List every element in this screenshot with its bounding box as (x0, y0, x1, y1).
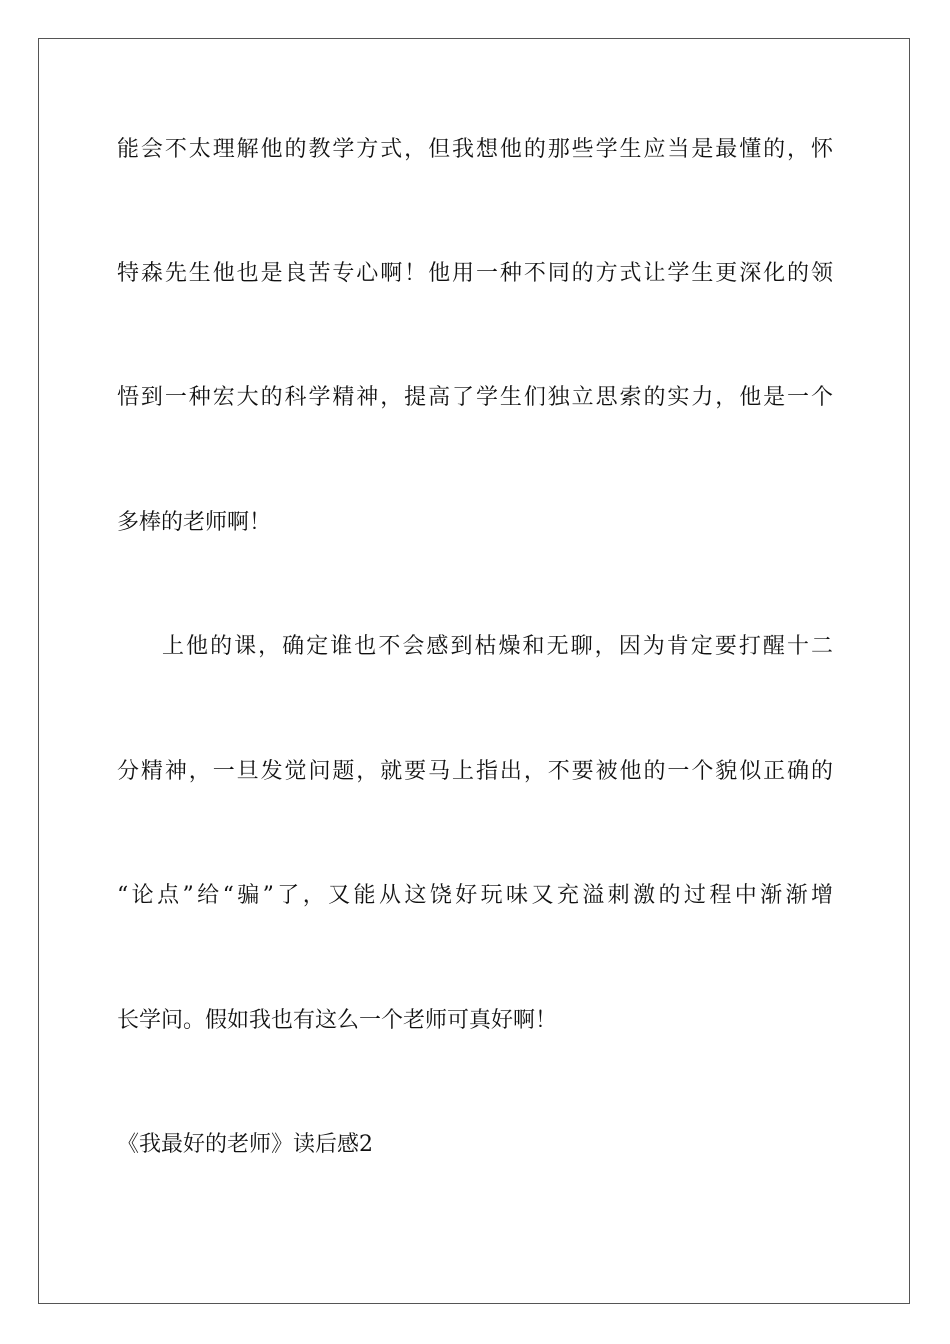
paragraph-line-3: 悟到一种宏大的科学精神，提高了学生们独立思索的实力，他是一个 (117, 385, 833, 410)
paragraph-line-2: 特森先生他也是良苦专心啊！他用一种不同的方式让学生更深化的领 (117, 261, 833, 286)
paragraph-line-7: “论点”给“骗”了，又能从这饶好玩味又充溢刺激的过程中渐渐增 (117, 883, 833, 908)
paragraph-line-1: 能会不太理解他的教学方式，但我想他的那些学生应当是最懂的，怀 (117, 137, 833, 162)
section-heading: 《我最好的老师》读后感2 (117, 1132, 373, 1157)
paragraph-line-4: 多棒的老师啊！ (117, 510, 272, 535)
paragraph-line-5: 上他的课，确定谁也不会感到枯燥和无聊，因为肯定要打醒十二 (162, 634, 833, 659)
page-border (38, 38, 910, 1304)
paragraph-line-6: 分精神，一旦发觉问题，就要马上指出，不要被他的一个貌似正确的 (117, 759, 833, 784)
paragraph-line-8: 长学问。假如我也有这么一个老师可真好啊！ (117, 1008, 558, 1033)
